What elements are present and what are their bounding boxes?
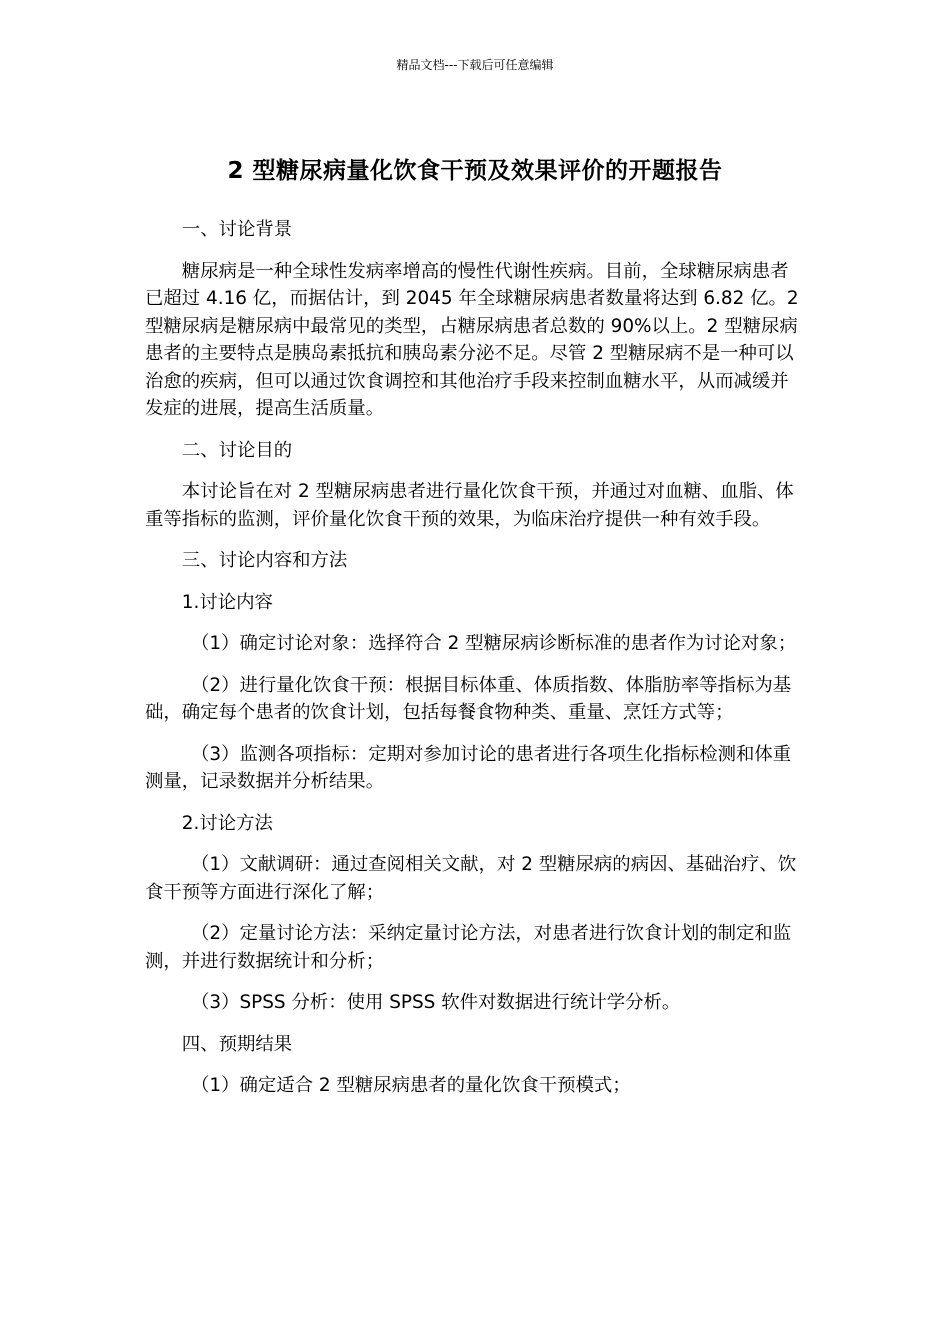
page-header: 精品文档---下载后可任意编辑 [396, 58, 554, 72]
paragraph-purpose: 本讨论旨在对 2 型糖尿病患者进行量化饮食干预，并通过对血糖、血脂、体重等指标的监测，评价量化饮食干预的效果，为临床治疗提供一种有效手段。 [145, 481, 794, 530]
list-item-content-1: （1）确定讨论对象：选择符合 2 型糖尿病诊断标准的患者作为讨论对象； [191, 633, 797, 654]
list-item-methods-3: （3）SPSS 分析：使用 SPSS 软件对数据进行统计学分析。 [191, 992, 681, 1013]
section-heading-expected-results: 四、预期结果 [181, 1033, 293, 1055]
section-heading-content-methods: 三、讨论内容和方法 [181, 550, 348, 571]
paragraph-background: 糖尿病是一种全球性发病率增高的慢性代谢性疾病。目前，全球糖尿病患者已超过 4.16 亿，而据估计，到 2045 年全球糖尿病患者数量将达到 6.82 亿。2 型糖尿病是糖尿病中最常见的类型，占糖尿病患者总数的 90%以上。2 型糖尿病患者的主要特点是胰岛素抵抗和胰岛素分泌不足。尽管 2 型糖尿病不是一种可以治愈的疾病，但可以通过饮食调控和其他治疗手段来控制血糖水平，从而减缓并发症的进展，提高生活质量。 [145, 260, 799, 419]
list-item-content-2: （2）进行量化饮食干预：根据目标体重、体质指数、体脂肪率等指标为基础，确定每个患者的饮食计划，包括每餐食物种类、重量、烹饪方式等； [145, 674, 792, 723]
document-body [145, 216, 807, 1114]
list-item-methods-1: （1）文献调研：通过查阅相关文献，对 2 型糖尿病的病因、基础治疗、饮食干预等方面进行深化了解； [145, 854, 797, 903]
list-item-results-1: （1）确定适合 2 型糖尿病患者的量化饮食干预模式； [191, 1075, 631, 1096]
section-heading-background: 一、讨论背景 [181, 219, 293, 240]
subheading-content: 1.讨论内容 [181, 591, 273, 613]
section-heading-purpose: 二、讨论目的 [181, 439, 293, 461]
document-title: 2 型糖尿病量化饮食干预及效果评价的开题报告 [227, 158, 723, 185]
list-item-methods-2: （2）定量讨论方法：采纳定量讨论方法，对患者进行饮食计划的制定和监测，并进行数据统计和分析； [145, 923, 792, 972]
list-item-content-3: （3）监测各项指标：定期对参加讨论的患者进行各项生化指标检测和体重测量，记录数据并分析结果。 [145, 743, 792, 792]
subheading-methods: 2.讨论方法 [181, 812, 273, 834]
